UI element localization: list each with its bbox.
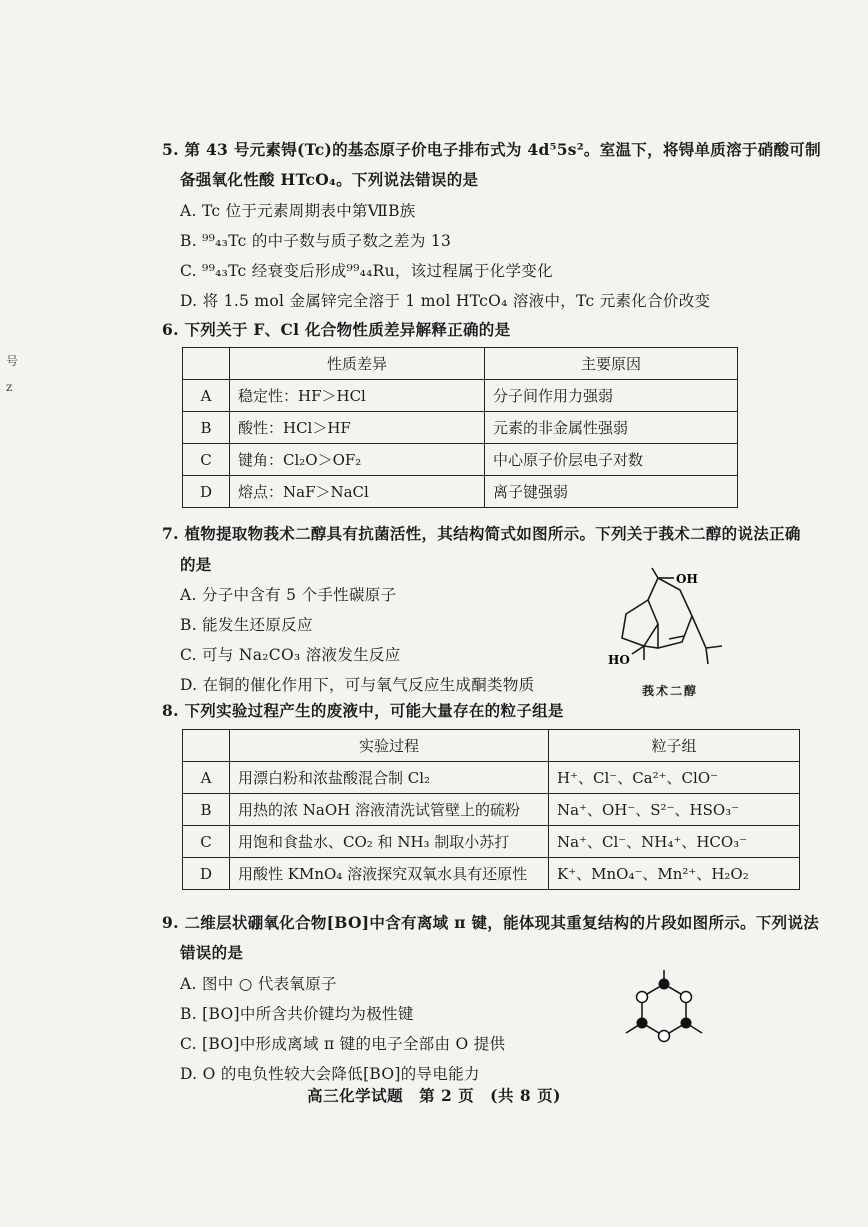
table-cell: 稳定性：HF＞HCl — [230, 380, 485, 412]
filled-atom — [659, 979, 670, 990]
curcumol-structure-diagram — [596, 566, 736, 678]
q9-stem-line2: 错误的是 — [180, 943, 244, 962]
q9-option-b: B. [BO]中所含共价键均为极性键 — [180, 1005, 414, 1023]
table-row — [183, 858, 800, 890]
table-row — [183, 476, 738, 508]
q7-option-b: B. 能发生还原反应 — [180, 616, 313, 634]
table-cell: 用酸性 KMnO₄ 溶液探究双氧水具有还原性 — [230, 858, 549, 890]
q8-table — [182, 729, 800, 890]
table-cell: 用漂白粉和浓盐酸混合制 Cl₂ — [230, 762, 549, 794]
q6-table — [182, 347, 738, 508]
q9-stem-line1: 9. 二维层状硼氧化合物[BO]中含有离域 π 键，能体现其重复结构的片段如图所示。下列说法 — [162, 913, 820, 932]
table-cell: 分子间作用力强弱 — [485, 380, 738, 412]
table-cell: C — [183, 444, 230, 476]
open-atom — [659, 1031, 670, 1042]
table-cell: 中心原子价层电子对数 — [485, 444, 738, 476]
margin-mark-1: 号 — [6, 354, 19, 368]
seven-ring — [644, 578, 692, 648]
table-row — [183, 380, 738, 412]
table-cell: 用饱和食盐水、CO₂ 和 NH₃ 制取小苏打 — [230, 826, 549, 858]
q5-option-a: A. Tc 位于元素周期表中第ⅦB族 — [180, 202, 416, 220]
five-ring — [622, 600, 658, 646]
q5-option-b: B. ⁹⁹₄₃Tc 的中子数与质子数之差为 13 — [180, 232, 452, 250]
table-header-cell: 主要原因 — [485, 348, 738, 380]
table-cell: A — [183, 380, 230, 412]
q9-option-d: D. O 的电负性较大会降低[BO]的导电能力 — [180, 1065, 480, 1083]
q5-option-c: C. ⁹⁹₄₃Tc 经衰变后形成⁹⁹₄₄Ru，该过程属于化学变化 — [180, 262, 553, 280]
table-row — [183, 444, 738, 476]
table-cell: 元素的非金属性强弱 — [485, 412, 738, 444]
q7-option-c: C. 可与 Na₂CO₃ 溶液发生反应 — [180, 646, 401, 664]
page-footer: 高三化学试题 第 2 页 (共 8 页) — [307, 1086, 561, 1105]
oh-bond-bottom — [632, 646, 644, 654]
table-cell: D — [183, 476, 230, 508]
filled-atom — [637, 1018, 648, 1029]
bo-ring-diagram — [612, 968, 716, 1064]
table-row — [183, 794, 800, 826]
q7-stem-line1: 7. 植物提取物莪术二醇具有抗菌活性，其结构简式如图所示。下列关于莪术二醇的说法正确 — [162, 524, 801, 543]
table-header-cell: 实验过程 — [230, 730, 549, 762]
q6-stem: 6. 下列关于 F、Cl 化合物性质差异解释正确的是 — [162, 320, 511, 339]
oh-label-top: OH — [676, 572, 698, 586]
table-header-cell — [183, 730, 230, 762]
q5-stem-line1: 5. 第 43 号元素锝(Tc)的基态原子价电子排布式为 4d⁵5s²。室温下，将锝单质溶于硝酸可制 — [162, 140, 821, 159]
open-atom — [637, 992, 648, 1003]
table-header-cell: 粒子组 — [549, 730, 800, 762]
q9-option-a: A. 图中 ○ 代表氧原子 — [180, 975, 337, 993]
filled-atom — [681, 1018, 692, 1029]
table-cell: B — [183, 794, 230, 826]
table-cell: A — [183, 762, 230, 794]
q5-option-d: D. 将 1.5 mol 金属锌完全溶于 1 mol HTcO₄ 溶液中，Tc 元素化合价改变 — [180, 292, 711, 310]
oh-label-bottom: HO — [608, 653, 630, 667]
q7-stem-line2: 的是 — [180, 555, 212, 574]
open-atom — [681, 992, 692, 1003]
table-header-cell — [183, 348, 230, 380]
q7-option-d: D. 在铜的催化作用下，可与氧气反应生成酮类物质 — [180, 676, 535, 694]
table-cell: 离子键强弱 — [485, 476, 738, 508]
double-bond — [669, 636, 684, 639]
table-header-row — [183, 348, 738, 380]
table-cell: D — [183, 858, 230, 890]
isopropyl-bond — [692, 616, 706, 648]
q7-option-a: A. 分子中含有 5 个手性碳原子 — [180, 586, 397, 604]
margin-mark-2: z — [6, 380, 13, 394]
table-cell: B — [183, 412, 230, 444]
table-row — [183, 412, 738, 444]
table-cell: H⁺、Cl⁻、Ca²⁺、ClO⁻ — [549, 762, 800, 794]
table-row — [183, 826, 800, 858]
table-row — [183, 762, 800, 794]
figure-caption: 莪术二醇 — [642, 684, 699, 698]
q8-stem: 8. 下列实验过程产生的废液中，可能大量存在的粒子组是 — [162, 701, 564, 720]
table-cell: 键角：Cl₂O＞OF₂ — [230, 444, 485, 476]
table-cell: Na⁺、OH⁻、S²⁻、HSO₃⁻ — [549, 794, 800, 826]
table-cell: Na⁺、Cl⁻、NH₄⁺、HCO₃⁻ — [549, 826, 800, 858]
table-cell: K⁺、MnO₄⁻、Mn²⁺、H₂O₂ — [549, 858, 800, 890]
table-cell: C — [183, 826, 230, 858]
isopropyl-branch-1 — [706, 646, 722, 648]
isopropyl-branch-2 — [706, 648, 708, 664]
hex-ring — [642, 984, 686, 1036]
q5-stem-line2: 备强氧化性酸 HTcO₄。下列说法错误的是 — [180, 170, 479, 189]
table-cell: 熔点：NaF＞NaCl — [230, 476, 485, 508]
methyl-top — [652, 568, 658, 578]
table-cell: 用热的浓 NaOH 溶液清洗试管壁上的硫粉 — [230, 794, 549, 826]
table-header-row — [183, 730, 800, 762]
table-cell: 酸性：HCl＞HF — [230, 412, 485, 444]
q9-option-c: C. [BO]中形成离域 π 键的电子全部由 O 提供 — [180, 1035, 506, 1053]
table-header-cell: 性质差异 — [230, 348, 485, 380]
